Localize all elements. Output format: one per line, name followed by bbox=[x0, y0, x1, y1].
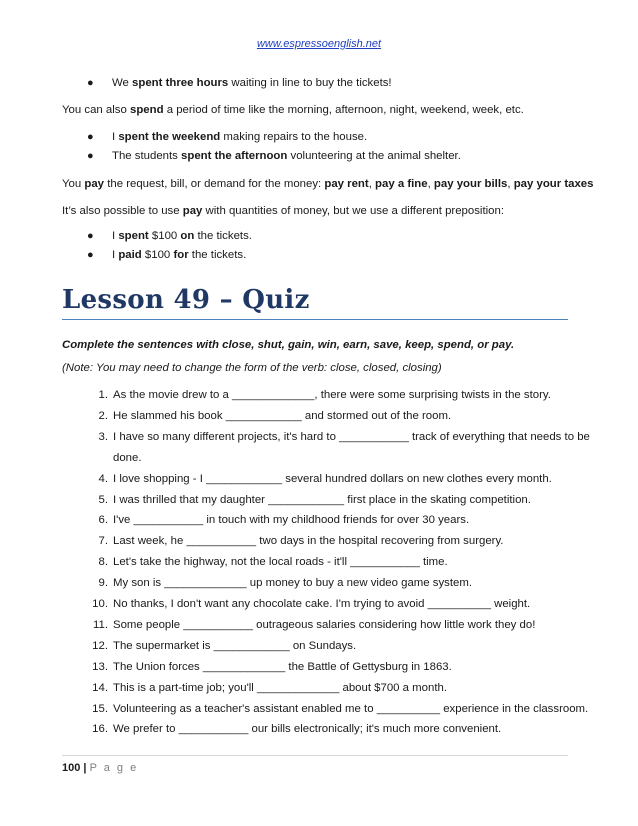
question-text: He slammed his book ____________ and stormed out of the room. bbox=[113, 409, 452, 422]
question-number: 4. bbox=[98, 472, 108, 485]
question-number: 15. bbox=[92, 702, 108, 715]
question-number: 13. bbox=[92, 660, 108, 673]
question-text: Let's take the highway, not the local roads - it'll ___________ time. bbox=[113, 556, 448, 569]
quiz-note: (Note: You may need to change the form of the verb: close, closed, closing) bbox=[62, 362, 442, 374]
text: , bbox=[507, 178, 514, 190]
text: I bbox=[112, 230, 119, 242]
text: The students bbox=[112, 150, 182, 162]
bold-text: pay bbox=[182, 205, 203, 217]
question-text: done. bbox=[113, 451, 142, 464]
question-number: 3. bbox=[98, 430, 108, 443]
paragraph bbox=[62, 178, 593, 190]
question-text: The Union forces _____________ the Battle of Gettysburg in 1863. bbox=[113, 660, 452, 673]
question-text: Volunteering as a teacher's assistant enabled me to __________ experience in the classroom. bbox=[113, 702, 589, 715]
bullet-item bbox=[87, 249, 247, 261]
question-text: I love shopping - I ____________ several hundred dollars on new clothes every month. bbox=[113, 472, 552, 485]
text: with quantities of money, but we use a different preposition: bbox=[202, 205, 504, 217]
text: $100 bbox=[141, 249, 174, 261]
quiz-instructions: Complete the sentences with close, shut, gain, win, earn, save, keep, spend, or pay. bbox=[62, 339, 515, 351]
paragraph bbox=[62, 205, 504, 217]
question-text: This is a part-time job; you'll _____________ about $700 a month. bbox=[113, 681, 447, 694]
bullet-item bbox=[87, 77, 392, 89]
bold-text: spent the weekend bbox=[118, 131, 221, 143]
text: volunteering at the animal shelter. bbox=[287, 150, 461, 162]
text: I bbox=[112, 131, 119, 143]
bold-text: for bbox=[173, 249, 189, 261]
paragraph bbox=[62, 104, 524, 116]
bold-text: on bbox=[180, 230, 195, 242]
question-number: 7. bbox=[98, 535, 108, 548]
page-footer bbox=[62, 762, 138, 774]
question-text: No thanks, I don't want any chocolate cake. I'm trying to avoid __________ weight. bbox=[113, 598, 531, 610]
bold-text: pay bbox=[84, 178, 105, 190]
lesson-heading: Lesson 49 – Quiz bbox=[62, 285, 310, 315]
footer-separator: | bbox=[80, 762, 90, 774]
text: I bbox=[112, 249, 119, 261]
question-number: 14. bbox=[92, 681, 108, 694]
question-text: My son is _____________ up money to buy a new video game system. bbox=[113, 577, 473, 590]
text: waiting in line to buy the tickets! bbox=[228, 77, 392, 89]
page-number: 100 bbox=[62, 762, 81, 774]
bullet-icon: ● bbox=[87, 230, 94, 242]
bold-text: pay a fine bbox=[375, 178, 428, 190]
question-number: 12. bbox=[92, 639, 108, 652]
bullet-item bbox=[87, 131, 368, 143]
bold-text: spent three hours bbox=[132, 77, 229, 89]
text: making repairs to the house. bbox=[220, 131, 368, 143]
question-text: I've ___________ in touch with my childhood friends for over 30 years. bbox=[113, 514, 470, 527]
question-number: 10. bbox=[92, 598, 108, 610]
text: We bbox=[112, 77, 133, 89]
question-number: 2. bbox=[98, 409, 108, 422]
question-number: 8. bbox=[98, 556, 108, 569]
text: $100 bbox=[148, 230, 181, 242]
question-number: 11. bbox=[93, 618, 108, 631]
text: It’s also possible to use bbox=[62, 205, 183, 217]
bullet-icon: ● bbox=[87, 249, 94, 261]
bullet-icon: ● bbox=[87, 77, 94, 89]
text: , bbox=[427, 178, 434, 190]
text: the tickets. bbox=[188, 249, 247, 261]
question-text: As the movie drew to a _____________, there were some surprising twists in the story. bbox=[113, 389, 551, 401]
text: a period of time like the morning, afternoon, night, weekend, week, etc. bbox=[163, 104, 524, 116]
header-url-link[interactable]: www.espressoenglish.net bbox=[256, 38, 382, 50]
question-number: 9. bbox=[98, 577, 108, 590]
footer-divider bbox=[62, 755, 568, 756]
text: , bbox=[368, 178, 376, 190]
page-label: P a g e bbox=[89, 762, 139, 774]
question-number: 1. bbox=[98, 389, 108, 401]
text: the tickets. bbox=[194, 230, 252, 242]
bullet-icon: ● bbox=[87, 131, 94, 143]
bullet-item bbox=[87, 150, 461, 162]
bullet-icon: ● bbox=[87, 150, 94, 162]
bold-text: pay your bills bbox=[433, 178, 508, 190]
text: You bbox=[62, 178, 85, 190]
bold-text: paid bbox=[118, 249, 142, 261]
text: the request, bill, or demand for the money: bbox=[104, 178, 325, 190]
heading-divider bbox=[62, 319, 568, 320]
question-text: Last week, he ___________ two days in the hospital recovering from surgery. bbox=[113, 535, 504, 548]
question-text: We prefer to ___________ our bills electronically; it's much more convenient. bbox=[113, 723, 502, 736]
bullet-item bbox=[87, 230, 252, 242]
question-text: I have so many different projects, it's hard to ___________ track of everything that needs to be bbox=[113, 430, 590, 443]
question-number: 16. bbox=[92, 723, 108, 736]
question-text: The supermarket is ____________ on Sundays. bbox=[113, 639, 357, 652]
question-number: 6. bbox=[98, 514, 108, 527]
question-number: 5. bbox=[98, 493, 108, 506]
bold-text: pay your taxes bbox=[513, 178, 594, 190]
bold-text: spend bbox=[129, 104, 164, 116]
text: You can also bbox=[62, 104, 130, 116]
bold-text: spent bbox=[118, 230, 149, 242]
bold-text: pay rent bbox=[324, 178, 369, 190]
question-text: I was thrilled that my daughter ____________ first place in the skating competition. bbox=[113, 493, 531, 506]
bold-text: spent the afternoon bbox=[181, 150, 288, 162]
question-text: Some people ___________ outrageous salaries considering how little work they do! bbox=[113, 618, 536, 631]
